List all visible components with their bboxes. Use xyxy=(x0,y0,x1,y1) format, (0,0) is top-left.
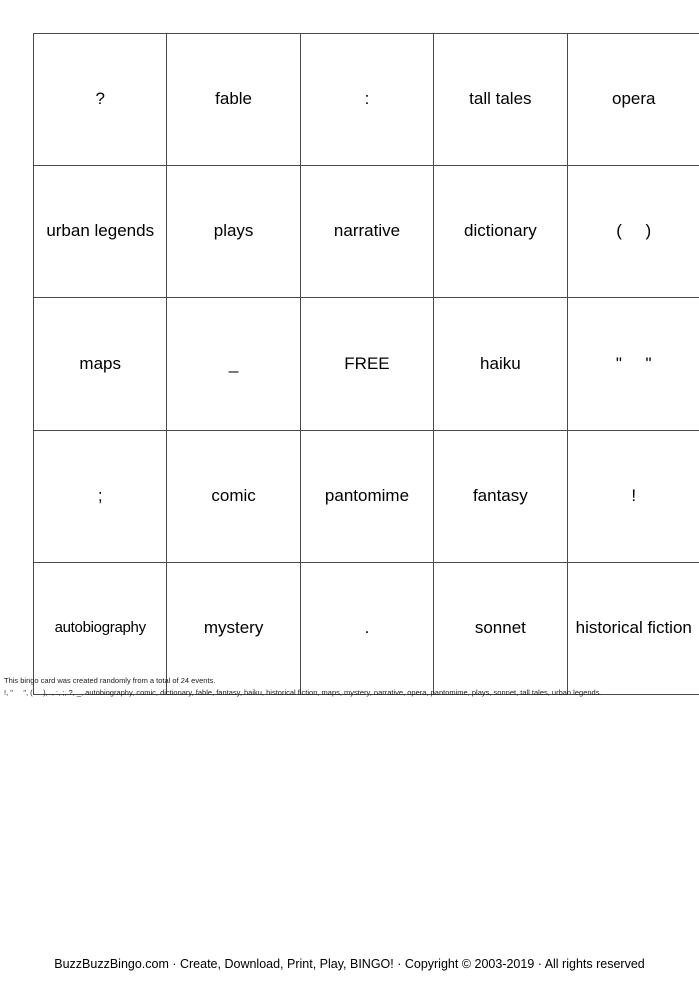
bingo-cell[interactable] xyxy=(567,430,699,562)
bingo-cell[interactable] xyxy=(434,166,567,298)
bingo-cell-label: : xyxy=(364,89,370,109)
bingo-cell-label: fable xyxy=(215,89,253,109)
bingo-cell-label: comic xyxy=(211,485,256,505)
bingo-row xyxy=(34,166,699,298)
bingo-cell-label: ! xyxy=(631,485,637,505)
bingo-cell[interactable] xyxy=(34,298,167,430)
bingo-free-label: FREE xyxy=(344,353,390,373)
bingo-cell-label: " " xyxy=(615,353,652,373)
bingo-card-grid xyxy=(33,33,699,695)
bingo-cell[interactable] xyxy=(434,34,567,166)
bingo-cell-label: ; xyxy=(97,485,103,505)
bingo-cell-label: plays xyxy=(213,221,254,241)
bingo-cell-label: tall tales xyxy=(469,89,532,109)
bingo-cell[interactable] xyxy=(434,430,567,562)
bingo-cell[interactable] xyxy=(567,298,699,430)
bingo-cell-label: narrative xyxy=(333,221,401,241)
page-footer xyxy=(0,957,699,971)
footer-text: BuzzBuzzBingo.com · Create, Download, Print, Play, BINGO! · Copyright © 2003-2019 · All rights reserved xyxy=(54,957,645,971)
bingo-row xyxy=(34,298,699,430)
bingo-cell[interactable] xyxy=(300,34,433,166)
bingo-cell[interactable] xyxy=(434,298,567,430)
bingo-cell-label: mystery xyxy=(203,617,264,637)
card-note-event-list: !, " ", ( ), ., :, ;, ?, _, autobiography, comic, dictionary, fable, fantasy, haiku, historical fiction, maps, mystery, narrative, opera, pantomime, plays, sonnet, tall tales, urban legends. xyxy=(4,688,602,698)
bingo-cell[interactable] xyxy=(34,430,167,562)
card-note xyxy=(4,675,694,699)
bingo-cell[interactable] xyxy=(167,430,300,562)
bingo-cell-label: autobiography xyxy=(54,619,146,637)
bingo-cell[interactable] xyxy=(300,430,433,562)
bingo-cell-label: opera xyxy=(612,89,656,109)
bingo-cell-free[interactable] xyxy=(300,298,433,430)
bingo-cell[interactable] xyxy=(167,34,300,166)
bingo-cell-label: dictionary xyxy=(463,221,537,241)
bingo-cell-label: haiku xyxy=(480,353,521,373)
bingo-cell-label: . xyxy=(364,617,370,637)
bingo-grid-body xyxy=(34,34,699,695)
bingo-cell[interactable] xyxy=(167,298,300,430)
bingo-cell[interactable] xyxy=(167,166,300,298)
bingo-cell-label: _ xyxy=(228,353,239,373)
bingo-cell-label: maps xyxy=(79,353,121,373)
bingo-cell[interactable] xyxy=(34,166,167,298)
bingo-cell-label: ( ) xyxy=(616,221,652,241)
bingo-row xyxy=(34,34,699,166)
bingo-cell[interactable] xyxy=(567,34,699,166)
bingo-cell[interactable] xyxy=(567,166,699,298)
bingo-cell-label: sonnet xyxy=(474,617,526,637)
bingo-cell-label: fantasy xyxy=(472,485,528,505)
bingo-cell-label: historical fiction xyxy=(575,617,692,637)
card-note-summary: This bingo card was created randomly from a total of 24 events. xyxy=(4,676,216,685)
bingo-cell-label: ? xyxy=(95,89,105,109)
bingo-cell-label: urban legends xyxy=(46,221,155,241)
bingo-cell[interactable] xyxy=(34,34,167,166)
bingo-row xyxy=(34,430,699,562)
bingo-cell-label: pantomime xyxy=(324,485,410,505)
bingo-cell[interactable] xyxy=(300,166,433,298)
